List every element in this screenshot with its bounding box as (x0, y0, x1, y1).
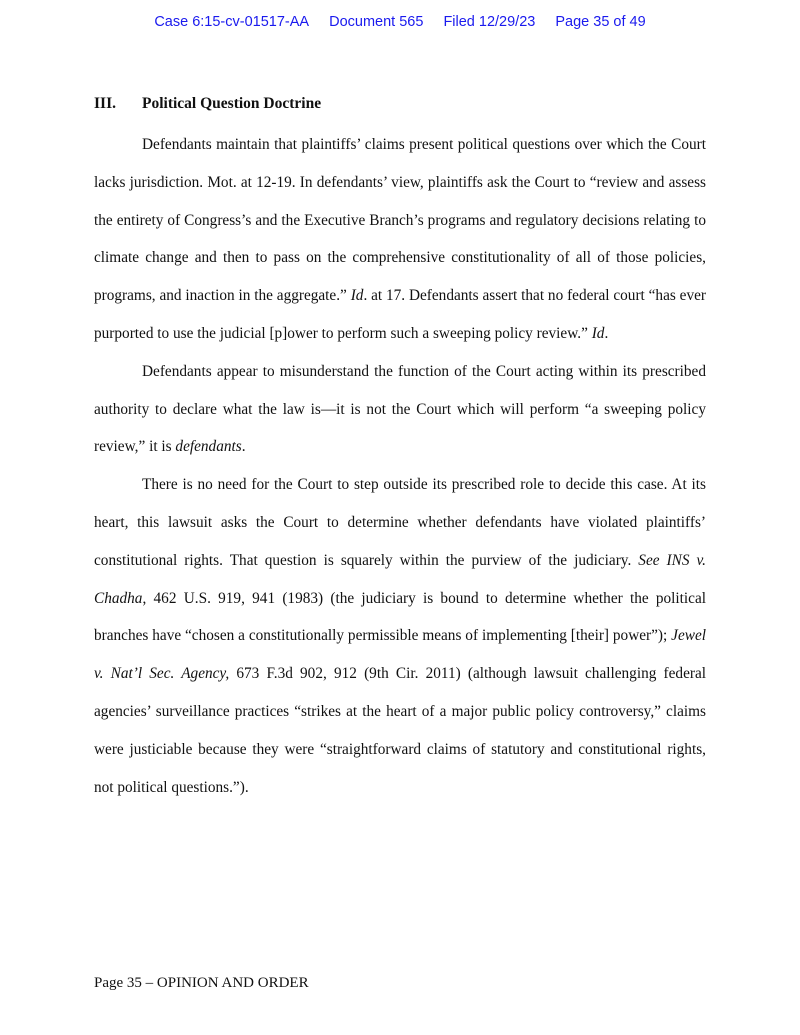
filed-date: Filed 12/29/23 (443, 14, 536, 30)
paragraph-2 (94, 353, 706, 466)
paragraph-1 (94, 126, 706, 353)
paragraph-3 (94, 466, 706, 806)
paragraph-1-end: . (604, 324, 609, 342)
case-header (0, 14, 800, 30)
citation-id: Id (350, 287, 364, 305)
paragraph-2-text: Defendants appear to misunderstand the function of the Court acting within its prescribed authority to declare what the law is—it is not the Court which will perform “a sweeping policy review,” it is (94, 362, 706, 456)
section-number: III. (94, 95, 116, 112)
page-indicator: Page 35 of 49 (555, 14, 646, 30)
paragraph-2-end: . (241, 438, 246, 456)
body-text (94, 126, 706, 806)
paragraph-3-end: 673 F.3d 902, 912 (9th Cir. 2011) (although lawsuit challenging federal agencies’ surveillance practices “strikes at the heart of a major public policy controversy,” claims were justiciable because they were “straightforward claims of statutory and constitutional rights, not political questions.”). (94, 665, 706, 796)
document-number: Document 565 (329, 14, 424, 30)
paragraph-1-text-cont: . at 17. Defendants assert that no federal court “has ever purported to use the judicial [p]ower to perform such a sweeping policy review.” (94, 287, 706, 342)
paragraph-3-text-cont: , 462 U.S. 919, 941 (1983) (the judiciary is bound to determine whether the political branches have “chosen a constitutionally permissible means of implementing [their] power”); (94, 589, 706, 645)
citation-id: Id (591, 324, 605, 342)
citation-chadha: See INS v. Chadha (94, 551, 706, 607)
citation-jewel: Jewel v. Nat’l Sec. Agency, (94, 627, 706, 683)
paragraph-1-text: Defendants maintain that plaintiffs’ claims present political questions over which the Court lacks jurisdiction. Mot. at 12-19. In defendants’ view, plaintiffs ask the Court to “review and assess the entirety of Congress’s and the Executive Branch’s programs and regulatory decisions relating to climate change and then to pass on the comprehensive constitutionality of all of those policies, programs, and inaction in the aggregate.” (94, 136, 706, 305)
page-footer: Page 35 – OPINION AND ORDER (94, 975, 309, 991)
paragraph-3-text: There is no need for the Court to step outside its prescribed role to decide this case. At its heart, this lawsuit asks the Court to determine whether defendants have violated plaintiffs’ constitutional rights. That question is squarely within the purview of the judiciary. (94, 476, 706, 569)
section-heading (94, 95, 321, 113)
emphasis-defendants: defendants (175, 438, 242, 456)
section-title: Political Question Doctrine (142, 95, 322, 112)
case-number: Case 6:15-cv-01517-AA (154, 14, 310, 30)
